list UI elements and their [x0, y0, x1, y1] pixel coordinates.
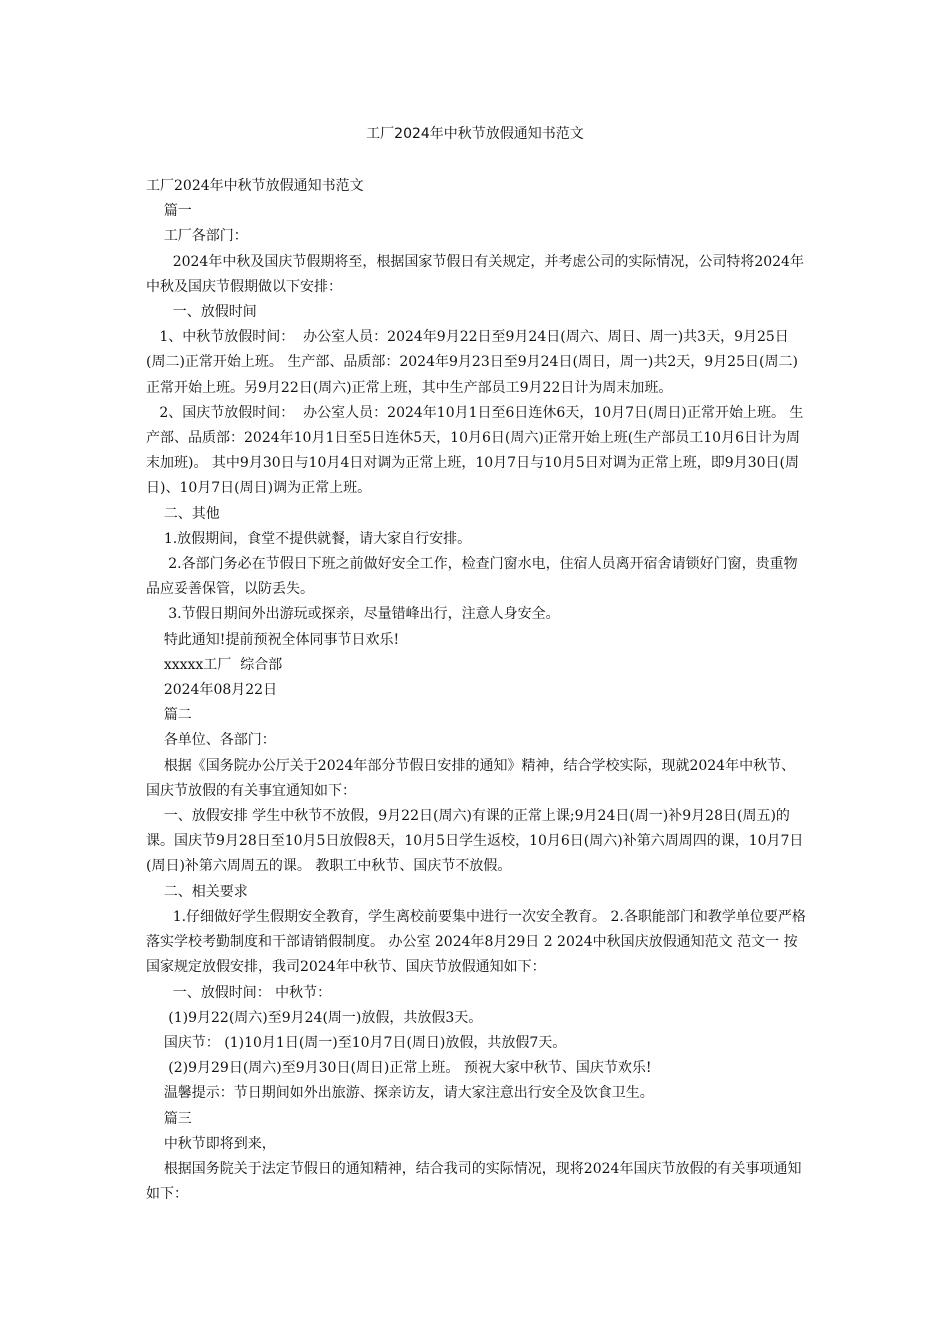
list-item: 1.放假期间，食堂不提供就餐，请大家自行安排。: [146, 530, 472, 547]
paragraph: 2024年中秋及国庆节假期将至，根据国家节假日有关规定，并考虑公司的实际情况，公司特将2024年中秋及国庆节假期做以下安排：: [146, 253, 804, 295]
salutation: 工厂各部门：: [146, 228, 248, 245]
paragraph: 2、国庆节放假时间： 办公室人员：2024年10月1日至6日连休6天，10月7日(周日)正常开始上班。 生产部、品质部：2024年10月1日至5日连休5天，10月6日(周六)正常开始上班(生产部员工10月6日计为周末加班)。 其中9月30日与10月4日对调为正常上班，10月7日与10月5日对调为正常上班，即9月30日(周日)、10月7日(周日)调为正常上班。: [146, 404, 804, 497]
signature: xxxxx工厂 综合部: [146, 656, 283, 673]
paragraph: 根据《国务院办公厅关于2024年部分节假日安排的通知》精神，结合学校实际，现就2024年中秋节、国庆节放假的有关事宜通知如下：: [146, 757, 796, 799]
paragraph: 温馨提示：节日期间如外出旅游、探亲访友，请大家注意出行安全及饮食卫生。: [146, 1085, 654, 1102]
document-body: [146, 174, 808, 1207]
section-label-2: 篇二: [146, 707, 192, 724]
page-title: 工厂2024年中秋节放假通知书范文: [366, 126, 584, 142]
section-label-3: 篇三: [146, 1110, 192, 1127]
subheading: 一、放假时间： 中秋节：: [146, 984, 332, 1001]
subheading: 二、相关要求: [146, 883, 248, 900]
doc-heading: 工厂2024年中秋节放假通知书范文: [146, 178, 364, 194]
salutation: 各单位、各部门：: [146, 732, 276, 749]
list-item: 3.节假日期间外出游玩或探亲，尽量错峰出行，注意人身安全。: [146, 606, 560, 623]
section-label-1: 篇一: [146, 203, 192, 220]
subheading: 一、放假时间: [146, 304, 257, 321]
paragraph: 中秋节即将到来，: [146, 1135, 276, 1152]
subheading: 二、其他: [146, 505, 220, 522]
paragraph: 根据国务院关于法定节假日的通知精神，结合我司的实际情况，现将2024年国庆节放假的有关事项通知如下：: [146, 1160, 802, 1203]
paragraph: 1、中秋节放假时间： 办公室人员：2024年9月22日至9月24日(周六、周日、周一)共3天，9月25日(周二)正常开始上班。 生产部、品质部：2024年9月23日至9月24日(周日，周一)共2天，9月25日(周二)正常开始上班。另9月22日(周六)正常上班，其中生产部员工9月22日计为周末加班。: [146, 329, 798, 396]
list-item: (2)9月29日(周六)至9月30日(周日)正常上班。 预祝大家中秋节、国庆节欢乐!: [146, 1060, 652, 1077]
paragraph: 国庆节： (1)10月1日(周一)至10月7日(周日)放假，共放假7天。: [146, 1034, 567, 1051]
list-item: (1)9月22(周六)至9月24(周一)放假，共放假3天。: [146, 1009, 483, 1026]
paragraph: 1.仔细做好学生假期安全教育，学生离校前要集中进行一次安全教育。 2.各职能部门和教学单位要严格落实学校考勤制度和干部请销假制度。 办公室 2024年8月29日 2 2024中秋国庆放假通知范文 范文一 按国家规定放假安排，我司2024年中秋节、国庆节放假通知如下：: [146, 908, 806, 976]
list-item: 2.各部门务必在节假日下班之前做好安全工作，检查门窗水电，住宿人员离开宿舍请锁好门窗，贵重物品应妥善保管，以防丢失。: [146, 556, 798, 598]
closing: 特此通知!提前预祝全体同事节日欢乐!: [146, 631, 400, 648]
date: 2024年08月22日: [146, 682, 278, 699]
paragraph: 一、放假安排 学生中秋节不放假，9月22日(周六)有课的正常上课;9月24日(周一)补9月28日(周五)的课。国庆节9月28日至10月5日放假8天，10月5日学生返校，10月6日(周六)补第六周周四的课，10月7日(周日)补第六周周五的课。 教职工中秋节、国庆节不放假。: [146, 808, 804, 875]
